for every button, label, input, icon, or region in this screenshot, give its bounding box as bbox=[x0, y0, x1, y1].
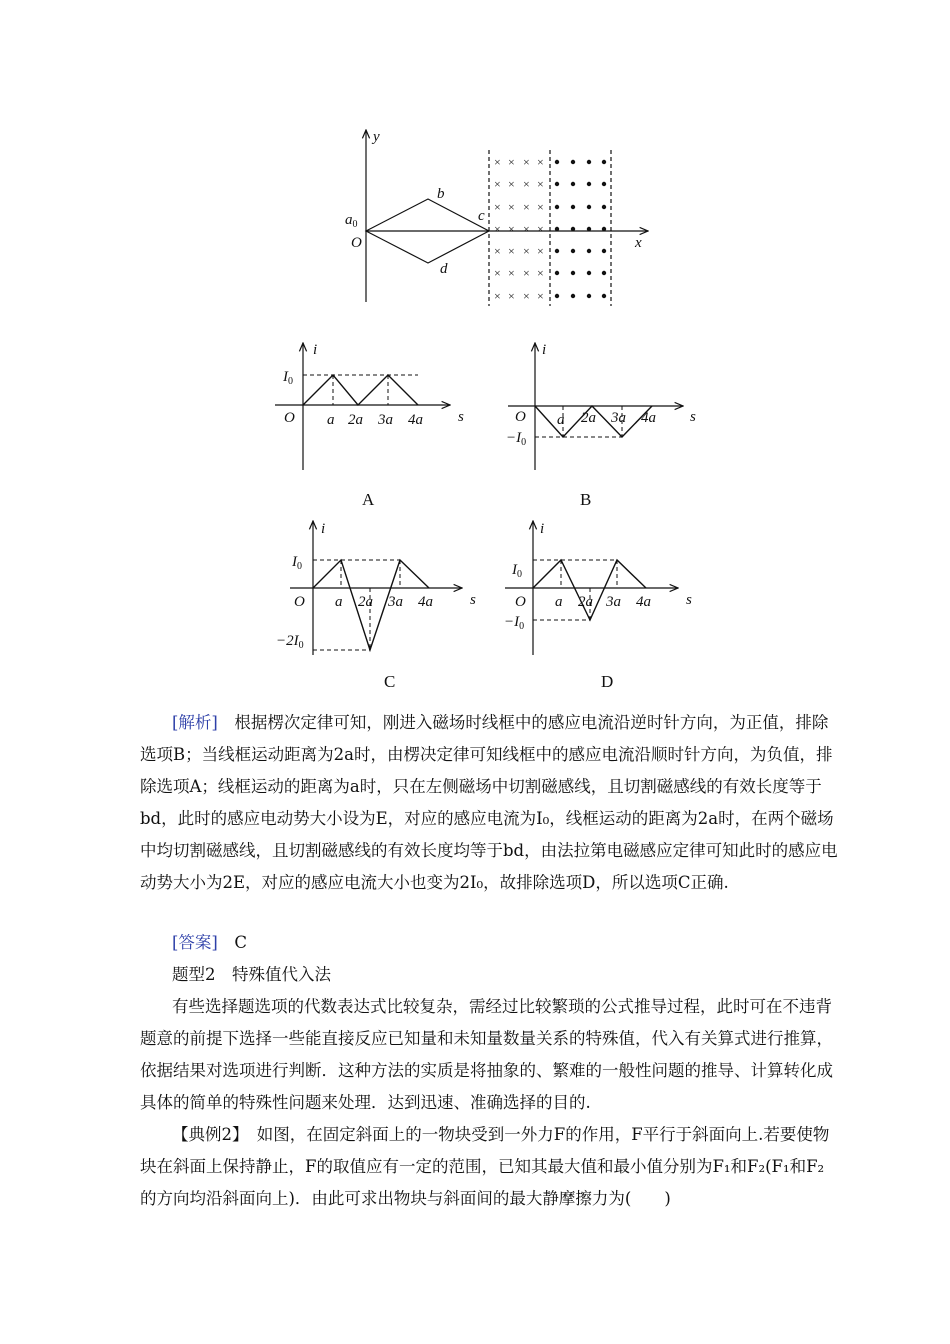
field-into-page-mark: × bbox=[537, 155, 544, 169]
answer-line bbox=[172, 927, 247, 959]
example-text: 如图，在固定斜面上的一物块受到一外力F的作用，F平行于斜面向上.若要使物块在斜面上保持静止，F的取值应有一定的范围，已知其最大值和最小值分别为F₁和F₂(F₁和F₂的方向均沿斜面向上)．由此可求出物块与斜面间的最大静摩擦力为( ) bbox=[140, 1125, 830, 1208]
field-out-of-page-mark bbox=[587, 160, 591, 164]
graph-D-tick-4a: 4a bbox=[636, 594, 651, 610]
field-into-page-mark: × bbox=[523, 177, 530, 191]
graph-C-tick-3a: 3a bbox=[388, 594, 403, 610]
analysis-paragraph bbox=[140, 707, 840, 899]
graph-A bbox=[270, 335, 485, 475]
graph-C-tick-a: a bbox=[335, 594, 343, 610]
graph-B-tick-3a: 3a bbox=[611, 410, 626, 426]
field-into-page-mark: × bbox=[523, 244, 530, 258]
caption-D: D bbox=[601, 672, 614, 691]
graph-D-I0-label: $I_0$ bbox=[512, 562, 522, 580]
field-into-page-mark: × bbox=[508, 200, 515, 214]
graph-C-s-label: s bbox=[470, 592, 476, 608]
graph-C-I0-label: $I_0$ bbox=[292, 554, 302, 572]
graph-D bbox=[500, 515, 710, 665]
graph-A-i-label: i bbox=[313, 342, 318, 358]
graph-D-tick-2a: 2a bbox=[578, 594, 593, 610]
graph-B bbox=[500, 335, 710, 475]
x-axis-label: x bbox=[635, 235, 642, 251]
vertex-b-label: b bbox=[437, 186, 445, 202]
graph-A-tick-4a: 4a bbox=[408, 412, 423, 428]
field-into-page-mark: × bbox=[537, 200, 544, 214]
answer-value: C bbox=[234, 933, 247, 952]
graph-C-tick-4a: 4a bbox=[418, 594, 433, 610]
graph-C-i-label: i bbox=[321, 521, 326, 537]
origin-label: O bbox=[351, 235, 362, 251]
field-into-page-mark: × bbox=[523, 266, 530, 280]
graph-D-negI0-label: $-I_0$ bbox=[504, 614, 525, 632]
section-title: 题型2 特殊值代入法 bbox=[172, 965, 331, 984]
field-out-of-page-mark bbox=[571, 227, 575, 231]
field-into-page-mark: × bbox=[537, 222, 544, 236]
field-out-of-page-mark bbox=[555, 205, 559, 209]
field-into-page-mark: × bbox=[508, 155, 515, 169]
field-out-of-page-mark bbox=[602, 160, 606, 164]
analysis-tag: [解析] bbox=[172, 713, 218, 732]
field-out-of-page-mark bbox=[555, 160, 559, 164]
field-into-page-mark: × bbox=[508, 244, 515, 258]
graph-B-negI0-label: $-I_0$ bbox=[506, 430, 527, 448]
field-out-of-page-mark bbox=[555, 271, 559, 275]
vertex-d-label: d bbox=[440, 261, 448, 277]
analysis-text: 根据楞次定律可知，刚进入磁场时线框中的感应电流沿逆时针方向，为正值，排除选项B；当线框运动距离为2a时，由楞决定律可知线框中的感应电流沿顺时针方向，为负值，排除选项A；线框运动的距离为a时，只在左侧磁场中切割磁感线，且切割磁感线的有效长度等于bd，此时的感应电动势大小设为E，对应的感应电流为I₀，线框运动的距离为2a时，在两个磁场中均切割磁感线，且切割磁感线的有效长度均等于bd，由法拉第电磁感应定律可知此时的感应电动势大小为2E，对应的感应电流大小也变为2I₀，故排除选项D，所以选项C正确. bbox=[140, 713, 838, 892]
field-into-page-mark: × bbox=[523, 155, 530, 169]
graph-D-s-label: s bbox=[686, 592, 692, 608]
field-out-of-page-mark bbox=[602, 249, 606, 253]
field-out-of-page-mark bbox=[555, 227, 559, 231]
graph-A-origin: O bbox=[284, 410, 295, 426]
field-into-page-mark: × bbox=[494, 222, 501, 236]
field-out-of-page-mark bbox=[587, 271, 591, 275]
field-out-of-page-mark bbox=[555, 249, 559, 253]
field-out-of-page-mark bbox=[555, 182, 559, 186]
field-into-page-mark: × bbox=[523, 289, 530, 303]
graph-A-s-label: s bbox=[458, 409, 464, 425]
field-into-page-mark: × bbox=[537, 266, 544, 280]
field-into-page-mark: × bbox=[508, 266, 515, 280]
graph-A-tick-2a: 2a bbox=[348, 412, 363, 428]
graph-A-tick-a: a bbox=[327, 412, 335, 428]
graph-B-tick-4a: 4a bbox=[641, 410, 656, 426]
graph-A-curve bbox=[303, 375, 418, 405]
graph-D-origin: O bbox=[515, 594, 526, 610]
field-out-of-page-mark bbox=[587, 205, 591, 209]
field-out-of-page-mark bbox=[602, 205, 606, 209]
answer-tag: [答案] bbox=[172, 933, 218, 952]
field-out-of-page-mark bbox=[571, 294, 575, 298]
example-paragraph bbox=[140, 1119, 840, 1215]
caption-C: C bbox=[384, 672, 396, 691]
graph-C bbox=[270, 515, 485, 665]
field-into-page-mark: × bbox=[508, 289, 515, 303]
graph-A-I0-label: $I_0$ bbox=[283, 369, 293, 387]
field-into-page-mark: × bbox=[508, 177, 515, 191]
field-into-page-mark: × bbox=[537, 244, 544, 258]
field-into-page-mark: × bbox=[494, 244, 501, 258]
field-out-of-page-mark bbox=[571, 205, 575, 209]
field-into-page-mark: × bbox=[494, 155, 501, 169]
field-out-of-page-mark bbox=[571, 271, 575, 275]
field-out-of-page-mark bbox=[602, 271, 606, 275]
caption-B: B bbox=[580, 490, 592, 509]
field-out-of-page-mark bbox=[571, 182, 575, 186]
caption-A: A bbox=[362, 490, 375, 509]
intro-paragraph: 有些选择题选项的代数表达式比较复杂，需经过比较繁琐的公式推导过程，此时可在不违背题意的前提下选择一些能直接反应已知量和未知量数量关系的特殊值，代入有关算式进行推算，依据结果对选项进行判断．这种方法的实质是将抽象的、繁难的一般性问题的推导、计算转化成具体的简单的特殊性问题来处理．达到迅速、准确选择的目的. bbox=[140, 997, 833, 1112]
graph-B-tick-a: a bbox=[557, 412, 565, 428]
y-axis-label: y bbox=[373, 129, 380, 145]
field-out-of-page-mark bbox=[602, 182, 606, 186]
field-into-page-mark: × bbox=[508, 222, 515, 236]
graph-B-s-label: s bbox=[690, 409, 696, 425]
example-tag: 【典例2】 bbox=[172, 1125, 241, 1144]
graph-D-tick-a: a bbox=[555, 594, 563, 610]
vertex-c-label: c bbox=[478, 208, 485, 224]
a0-label: $a_0$ bbox=[345, 212, 358, 230]
field-out-of-page-mark bbox=[571, 249, 575, 253]
field-out-of-page-mark bbox=[602, 227, 606, 231]
field-out-of-page-mark bbox=[587, 227, 591, 231]
graph-A-tick-3a: 3a bbox=[378, 412, 393, 428]
field-out-of-page-mark bbox=[587, 249, 591, 253]
field-into-page-mark: × bbox=[537, 177, 544, 191]
field-into-page-mark: × bbox=[537, 289, 544, 303]
graph-B-origin: O bbox=[515, 409, 526, 425]
field-out-of-page-mark bbox=[587, 182, 591, 186]
field-into-page-mark: × bbox=[494, 177, 501, 191]
graph-B-tick-2a: 2a bbox=[581, 410, 596, 426]
field-into-page-mark: × bbox=[523, 222, 530, 236]
graph-C-tick-2a: 2a bbox=[358, 594, 373, 610]
field-into-page-mark: × bbox=[494, 289, 501, 303]
graph-D-tick-3a: 3a bbox=[606, 594, 621, 610]
graph-C-origin: O bbox=[294, 594, 305, 610]
field-into-page-mark: × bbox=[494, 200, 501, 214]
field-out-of-page-mark bbox=[571, 160, 575, 164]
field-into-page-mark: × bbox=[494, 266, 501, 280]
graph-D-i-label: i bbox=[540, 521, 545, 537]
field-out-of-page-mark bbox=[555, 294, 559, 298]
field-into-page-mark: × bbox=[523, 200, 530, 214]
field-out-of-page-mark bbox=[587, 294, 591, 298]
graph-C-neg2I0-label: $-2I_0$ bbox=[276, 633, 304, 651]
graph-B-i-label: i bbox=[542, 342, 547, 358]
field-out-of-page-mark bbox=[602, 294, 606, 298]
main-figure bbox=[330, 120, 660, 310]
